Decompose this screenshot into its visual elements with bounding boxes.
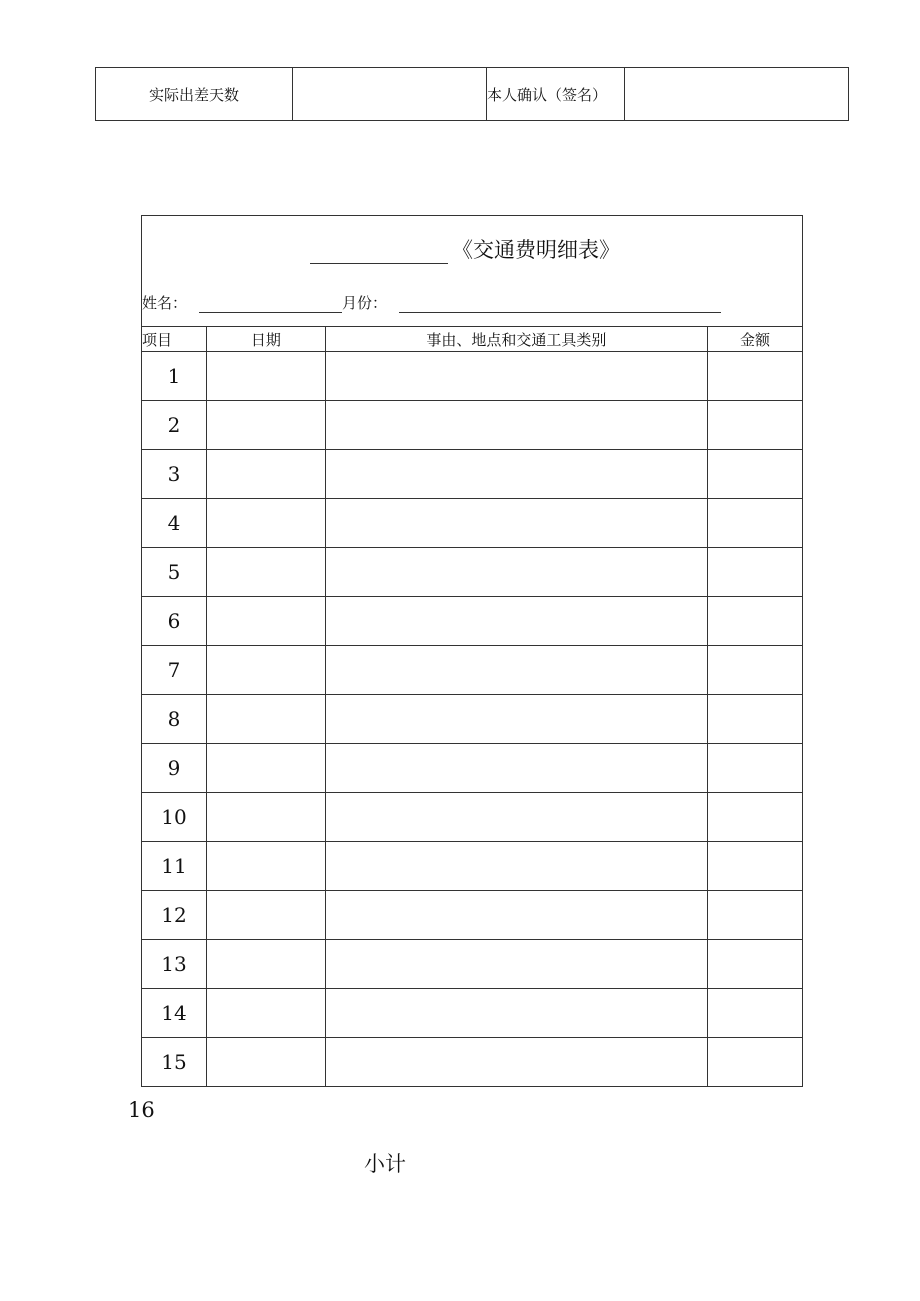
- confirm-label: 本人确认（签名）: [487, 68, 625, 120]
- table-row: [142, 989, 803, 1038]
- row-number: 2: [142, 401, 207, 450]
- table-row: [142, 744, 803, 793]
- amount-cell[interactable]: [708, 401, 803, 450]
- row-number: 6: [142, 597, 207, 646]
- form-title: [310, 234, 620, 264]
- reason-cell[interactable]: [325, 1038, 707, 1087]
- table-row: [142, 793, 803, 842]
- row-number: 4: [142, 499, 207, 548]
- table-row: [142, 842, 803, 891]
- row-number: 3: [142, 450, 207, 499]
- reason-cell[interactable]: [325, 646, 707, 695]
- row-number: 10: [142, 793, 207, 842]
- table-row: [142, 891, 803, 940]
- table-row: [142, 548, 803, 597]
- title-blank[interactable]: [310, 243, 448, 264]
- reason-cell[interactable]: [325, 891, 707, 940]
- amount-cell[interactable]: [708, 793, 803, 842]
- row-16-number: 16: [128, 1098, 155, 1122]
- date-cell[interactable]: [206, 401, 325, 450]
- table-row: [142, 450, 803, 499]
- amount-cell[interactable]: [708, 744, 803, 793]
- date-cell[interactable]: [206, 842, 325, 891]
- days-value-field[interactable]: [293, 68, 487, 120]
- transport-expense-form: [141, 215, 803, 1087]
- date-cell[interactable]: [206, 744, 325, 793]
- amount-cell[interactable]: [708, 940, 803, 989]
- date-cell[interactable]: [206, 450, 325, 499]
- date-cell[interactable]: [206, 597, 325, 646]
- summary-table: [95, 67, 849, 121]
- date-cell[interactable]: [206, 940, 325, 989]
- amount-cell[interactable]: [708, 597, 803, 646]
- reason-cell[interactable]: [325, 695, 707, 744]
- table-row: [142, 401, 803, 450]
- table-row: [142, 352, 803, 401]
- reason-cell[interactable]: [325, 352, 707, 401]
- row-number: 1: [142, 352, 207, 401]
- date-cell[interactable]: [206, 989, 325, 1038]
- date-cell[interactable]: [206, 548, 325, 597]
- col-header-item: 项目: [142, 327, 207, 352]
- row-number: 5: [142, 548, 207, 597]
- amount-cell[interactable]: [708, 352, 803, 401]
- amount-cell[interactable]: [708, 842, 803, 891]
- reason-cell[interactable]: [325, 940, 707, 989]
- subtotal-label: 小计: [364, 1152, 406, 1176]
- reason-cell[interactable]: [325, 548, 707, 597]
- table-row: [142, 1038, 803, 1087]
- col-header-date: 日期: [206, 327, 325, 352]
- row-number: 12: [142, 891, 207, 940]
- name-label: 姓名：: [142, 294, 188, 312]
- expense-table: [141, 326, 803, 1087]
- row-number: 14: [142, 989, 207, 1038]
- days-label: 实际出差天数: [96, 68, 293, 120]
- amount-cell[interactable]: [708, 989, 803, 1038]
- col-header-amount: 金额: [708, 327, 803, 352]
- amount-cell[interactable]: [708, 891, 803, 940]
- date-cell[interactable]: [206, 891, 325, 940]
- date-cell[interactable]: [206, 499, 325, 548]
- form-header: [142, 216, 802, 326]
- reason-cell[interactable]: [325, 401, 707, 450]
- amount-cell[interactable]: [708, 450, 803, 499]
- table-row: [142, 499, 803, 548]
- month-field[interactable]: [399, 298, 721, 313]
- reason-cell[interactable]: [325, 450, 707, 499]
- name-field[interactable]: [199, 298, 342, 313]
- date-cell[interactable]: [206, 793, 325, 842]
- reason-cell[interactable]: [325, 793, 707, 842]
- date-cell[interactable]: [206, 646, 325, 695]
- date-cell[interactable]: [206, 352, 325, 401]
- reason-cell[interactable]: [325, 744, 707, 793]
- row-number: 7: [142, 646, 207, 695]
- reason-cell[interactable]: [325, 989, 707, 1038]
- reason-cell[interactable]: [325, 597, 707, 646]
- reason-cell[interactable]: [325, 842, 707, 891]
- signature-field[interactable]: [625, 68, 848, 120]
- table-row: [142, 940, 803, 989]
- amount-cell[interactable]: [708, 1038, 803, 1087]
- row-number: 13: [142, 940, 207, 989]
- row-number: 8: [142, 695, 207, 744]
- date-cell[interactable]: [206, 1038, 325, 1087]
- amount-cell[interactable]: [708, 548, 803, 597]
- form-title-text: 《交通费明细表》: [452, 238, 620, 262]
- col-header-reason: 事由、地点和交通工具类别: [325, 327, 707, 352]
- amount-cell[interactable]: [708, 646, 803, 695]
- amount-cell[interactable]: [708, 695, 803, 744]
- table-row: [142, 646, 803, 695]
- month-label: 月份：: [342, 294, 388, 312]
- table-row: [142, 695, 803, 744]
- row-number: 15: [142, 1038, 207, 1087]
- date-cell[interactable]: [206, 695, 325, 744]
- form-meta: [142, 292, 721, 313]
- row-number: 9: [142, 744, 207, 793]
- table-row: [142, 597, 803, 646]
- row-number: 11: [142, 842, 207, 891]
- amount-cell[interactable]: [708, 499, 803, 548]
- reason-cell[interactable]: [325, 499, 707, 548]
